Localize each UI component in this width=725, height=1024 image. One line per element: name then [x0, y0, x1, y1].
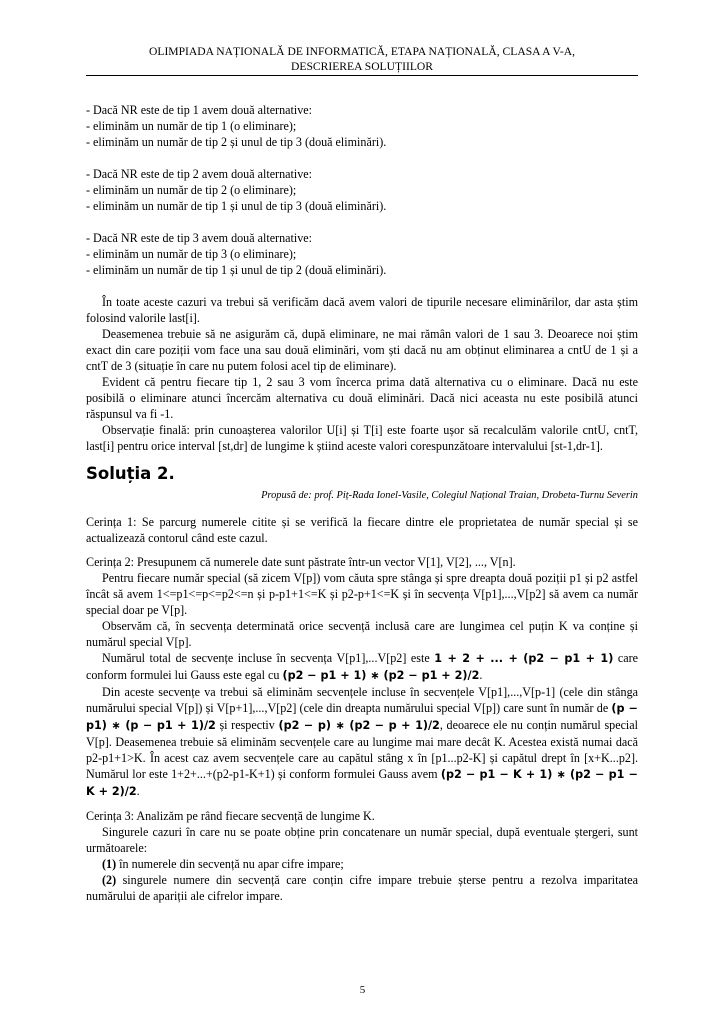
text-run: și respectiv — [215, 718, 279, 732]
author-line: Propusă de: prof. Piț-Rada Ionel-Vasile, Colegiul Național Traian, Drobeta-Turnu Severin — [261, 490, 638, 501]
header-line-1: OLIMPIADA NAȚIONALĂ DE INFORMATICĂ, ETAPA NAȚIONALĂ, CLASA A V-A, — [148, 45, 575, 58]
list-item — [86, 872, 638, 904]
text-run: singurele numere din secvență care conțin cifre impare trebuie șterse pentru a rezolva imparitatea numărului de apariții ale cifrelor impare. — [86, 873, 638, 903]
header-rule — [86, 75, 638, 76]
case-option: - eliminăm un număr de tip 3 (o eliminare); — [86, 247, 297, 261]
page-content — [86, 102, 638, 904]
formula: (p − p1) ∗ (p − p1 + 1)/2 — [86, 702, 639, 732]
paragraph: Singurele cazuri în care nu se poate obține prin concatenare un număr special, după eventuale ștergeri, sunt următoarele: — [86, 825, 638, 855]
paragraph: Observăm că, în secvența determinată orice secvență inclusă care are lungimea cel puțin K va conține și numărul special V[p]. — [86, 619, 638, 649]
text-run: care conform formulei lui Gauss este egal cu — [86, 651, 638, 682]
case-lead: - Dacă NR este de tip 3 avem două alternative: — [86, 231, 312, 245]
case-option: - eliminăm un număr de tip 2 și unul de tip 3 (două eliminări). — [86, 135, 387, 149]
text-run: , deoarece ele nu conțin numărul special V[p]. Deasemenea trebuie să eliminăm secvențele care au lungime mai mare decât K. Acestea există numai dacă p2-p1+1>K. În acest caz avem secvențele care au capătul stâng x în [p1...p2-K] și capătul drept în [x+K...p2]. Numărul lor este 1+2+...+(p2-p1-K+1) și conform formulei Gauss avem — [86, 718, 639, 781]
requirement-3-intro: Cerința 3: Analizăm pe rând fiecare secvență de lungime K. — [86, 809, 375, 823]
paragraph: Pentru fiecare număr special (să zicem V[p]) vom căuta spre stânga și spre dreapta două poziții p1 și p2 astfel încât să avem 1<=p1<=p<=p2<=n și p-p1+1<=K și p2-p+1<=K și în secvența V[p1],...,V[p2] să avem ca număr special doar pe V[p]. — [86, 571, 638, 617]
paragraph: Deasemenea trebuie să ne asigurăm că, după eliminare, ne mai rămân valori de 1 sau 3. Deoarece noi știm exact din care poziții vom face una sau două eliminări, vom ști dacă nu am obținut eliminarea a cntU de 1 și a cntT de 3 (situație în care nu putem folosi acel tip de eliminare). — [86, 327, 638, 373]
case-lead: - Dacă NR este de tip 1 avem două alternative: — [86, 103, 312, 117]
text-run: Numărul total de secvențe incluse în secvența V[p1],...V[p2] este — [102, 651, 435, 665]
case-option: - eliminăm un număr de tip 1 și unul de tip 2 (două eliminări). — [86, 263, 387, 277]
case-lead: - Dacă NR este de tip 2 avem două alternative: — [86, 167, 312, 181]
formula: 1 + 2 + ... + (p2 − p1 + 1) — [434, 652, 614, 665]
paragraph: Evident că pentru fiecare tip 1, 2 sau 3 vom încerca prima dată alternativa cu o eliminare. Dacă nu este posibilă o eliminare atunci încercăm alternativa cu două eliminări. Dacă nici aceasta nu este posibilă atunci răspunsul va fi -1. — [86, 375, 638, 421]
case-option: - eliminăm un număr de tip 2 (o eliminare); — [86, 183, 297, 197]
formula: (p2 − p) ∗ (p2 − p + 1)/2 — [278, 719, 440, 732]
text-run: . — [136, 784, 140, 798]
paragraph: În toate aceste cazuri va trebui să verificăm dacă avem valori de tipurile necesare eliminărilor, dar asta știm folosind valorile last[i]. — [86, 295, 638, 325]
paragraph: Observație finală: prin cunoașterea valorilor U[i] și T[i] este foarte ușor să recalculăm valorile cntU, cntT, last[i] pentru orice interval [st,dr] de lungime k știind aceste valori corespunzătoare intervalului [st-1,dr-1]. — [86, 423, 638, 453]
section-title: Soluția 2. — [86, 464, 175, 483]
item-number: (2) — [102, 873, 117, 887]
paragraph — [86, 650, 638, 684]
case-option: - eliminăm un număr de tip 1 și unul de tip 3 (două eliminări). — [86, 199, 387, 213]
case-block-2 — [86, 166, 638, 214]
header-line-2: DESCRIEREA SOLUȚIILOR — [290, 60, 434, 73]
case-block-3 — [86, 230, 638, 278]
case-option: - eliminăm un număr de tip 1 (o eliminare); — [86, 119, 297, 133]
text-run: Din aceste secvențe va trebui să eliminăm secvențele incluse în secvențele V[p1],...,V[p-1] (cele din stânga numărului special V[p]) și V[p+1],...,V[p2] (cele din dreapta numărului special V[p]) care sunt în număr de — [86, 685, 638, 715]
text-run: în numerele din secvență nu apar cifre impare; — [116, 857, 344, 871]
formula: (p2 − p1 − K + 1) ∗ (p2 − p1 − K + 2)/2 — [86, 768, 638, 798]
requirement-2-intro: Cerința 2: Presupunem că numerele date sunt păstrate într-un vector V[1], V[2], ..., V[n]. — [86, 555, 516, 569]
page-number: 5 — [359, 984, 366, 996]
case-block-1 — [86, 102, 638, 150]
paragraph — [86, 684, 638, 800]
item-number: (1) — [102, 857, 117, 871]
formula: (p2 − p1 + 1) ∗ (p2 − p1 + 2)/2 — [282, 669, 480, 682]
requirement-1: Cerința 1: Se parcurg numerele citite și se verifică la fiecare dintre ele proprietatea de număr special și se actualizează contorul când este cazul. — [86, 515, 638, 545]
running-header — [86, 44, 638, 74]
text-run: . — [479, 668, 483, 682]
list-item — [86, 856, 638, 872]
